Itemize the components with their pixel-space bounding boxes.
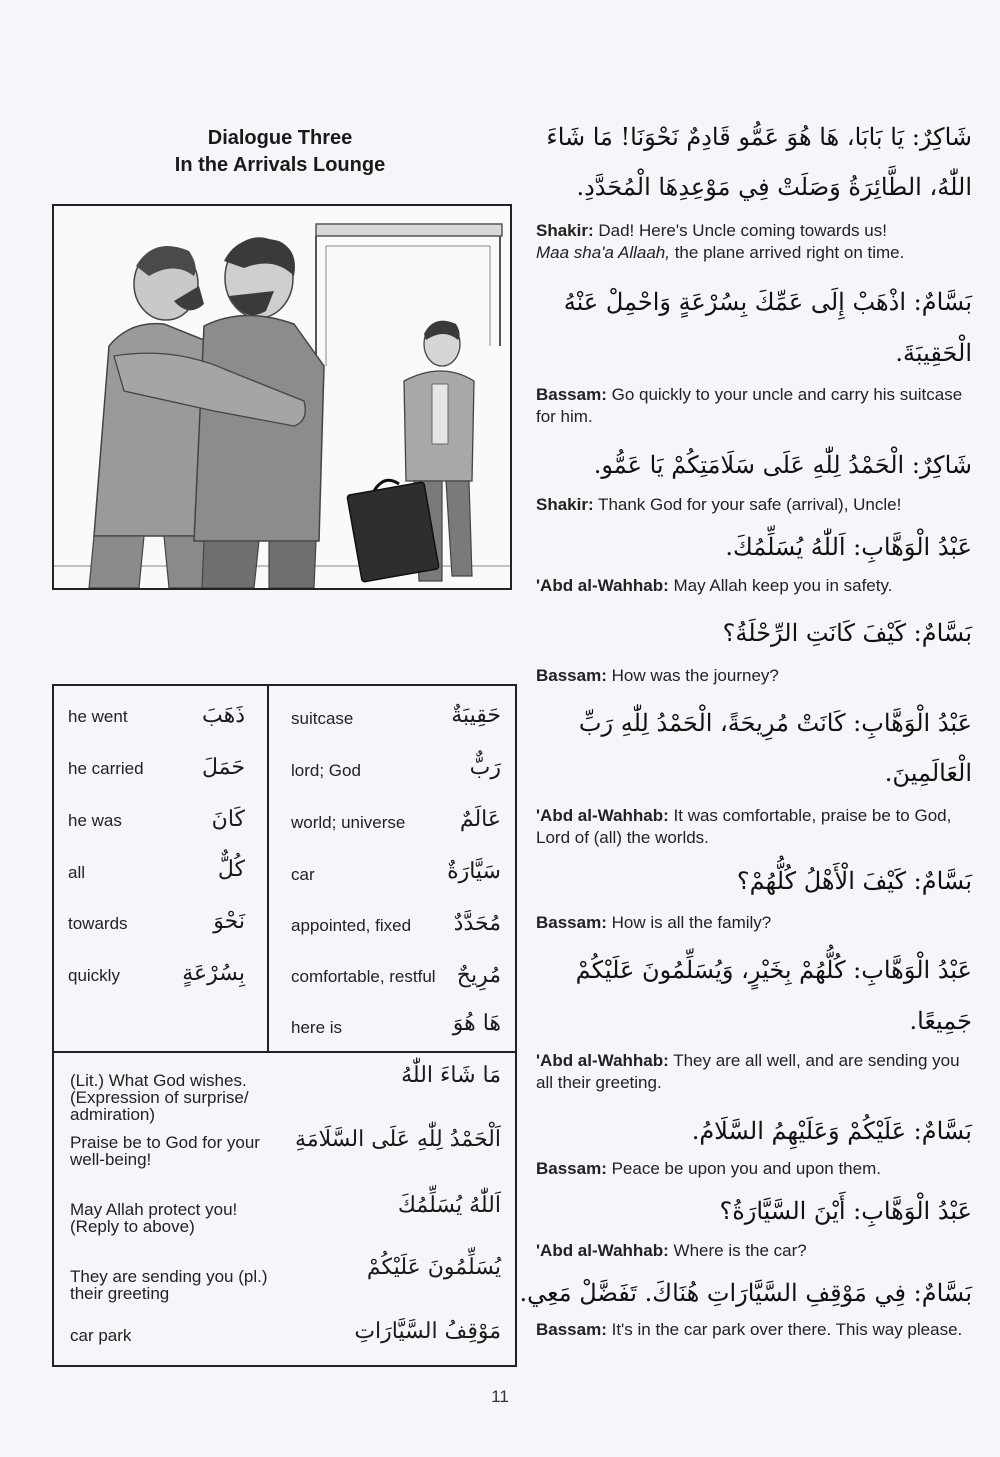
vocab-en: towards [68,914,128,933]
vocab-ar: كَانَ [211,807,245,832]
vocab-ar: بِسُرْعَةٍ [182,961,245,986]
vocab-ar: ذَهَبَ [201,703,245,728]
phrase-en: May Allah protect you! (Reply to above) [70,1200,238,1236]
dialogue-english [536,220,976,264]
dialogue-english-text: May Allah keep you in safety. [668,576,893,595]
speaker-name: 'Abd al-Wahhab: [536,576,669,595]
speaker-name: Shakir: [536,495,594,514]
vocab-en: appointed, fixed [291,916,412,935]
vocab-section-divider [54,1051,515,1053]
dialogue-arabic-line: بَسَّامٌ: اذْهَبْ إِلَى عَمِّكَ بِسُرْعَةٍ وَاحْمِلْ عَنْهُ [563,288,972,316]
dialogue-english-text: It was comfortable, praise be to God, Lord of (all) the worlds. [536,806,952,847]
dialogue-arabic-line: جَمِيعًا. [909,1007,972,1035]
phrase-en: car park [70,1326,132,1345]
title-line-1: Dialogue Three [207,127,353,149]
dialogue-english-text: How is all the family? [606,913,772,932]
vocab-en: he carried [68,759,144,778]
phrase-en: (Lit.) What God wishes. (Expression of surprise/ admiration) [70,1071,249,1124]
vocab-en: quickly [68,966,120,985]
dialogue-arabic-line: بَسَّامٌ: كَيْفَ كَانَتِ الرِّحْلَةُ؟ [722,619,972,647]
dialogue-english-text: They are all well, and are sending you all their greeting. [536,1051,960,1092]
phrase-en: Praise be to God for your well-being! [70,1133,260,1169]
vocab-ar: مُحَدَّدٌ [453,911,501,936]
dialogue-english [536,494,976,516]
dialogue-english-text: Peace be upon you and upon them. [606,1159,881,1178]
section-title [120,125,440,179]
phrase-ar: مَوْقِفُ السَّيَّارَاتِ [354,1319,501,1344]
dialogue-arabic-line: بَسَّامٌ: فِي مَوْقِفِ السَّيَّارَاتِ هُنَاكَ. تَفَضَّلْ مَعِي. [519,1279,972,1307]
dialogue-english [536,1050,976,1094]
speaker-name: Bassam: [536,1320,607,1339]
phrase-en: They are sending you (pl.) their greeting [70,1267,268,1303]
dialogue-english [536,1158,976,1180]
dialogue-arabic-line: بَسَّامٌ: عَلَيْكُمْ وَعَلَيْهِمُ السَّلَامُ. [691,1117,972,1145]
vocab-en: he went [68,707,128,726]
dialogue-english [536,665,976,687]
vocab-ar: مُرِيحٌ [456,963,501,988]
vocab-en: car [291,865,315,884]
speaker-name: Bassam: [536,913,607,932]
arrivals-illustration [52,204,512,590]
dialogue-english [536,1319,976,1341]
vocab-ar: رَبٌّ [469,755,501,780]
dialogue-english-italic: Maa sha'a Allaah, [536,243,670,262]
phrase-ar: يُسَلِّمُونَ عَلَيْكُمْ [366,1255,501,1280]
dialogue-english-text: the plane arrived right on time. [669,243,905,262]
vocab-en: all [68,863,86,882]
vocab-ar: عَالَمٌ [459,807,501,832]
dialogue-english-text: Where is the car? [668,1241,807,1260]
vocab-en: world; universe [291,813,406,832]
speaker-name: Bassam: [536,666,607,685]
dialogue-arabic-line: الْعَالَمِينَ. [884,759,972,787]
dialogue-english [536,805,976,849]
illustration-drawing [54,206,510,588]
dialogue-english-text: Dad! Here's Uncle coming towards us! [593,221,887,240]
phrase-ar: اَلْحَمْدُ لِلّٰهِ عَلَى السَّلَامَةِ [295,1127,501,1152]
vocab-en: comfortable, restful [291,967,436,986]
dialogue-english [536,384,976,428]
dialogue-english [536,1240,976,1262]
speaker-name: 'Abd al-Wahhab: [536,1051,669,1070]
dialogue-arabic-line: اللّٰهُ، الطَّائِرَةُ وَصَلَتْ فِي مَوْعِدِهَا الْمُحَدَّدِ. [576,173,972,201]
dialogue-english [536,575,976,597]
vocabulary-box [52,684,517,1367]
speaker-name: Bassam: [536,1159,607,1178]
dialogue-english [536,912,976,934]
vocab-column-divider [267,686,269,1051]
speaker-name: 'Abd al-Wahhab: [536,1241,669,1260]
dialogue-arabic-line: عَبْدُ الْوَهَّابِ: أَيْنَ السَّيَّارَةُ؟ [719,1197,972,1225]
vocab-ar: حَمَلَ [202,755,245,780]
dialogue-arabic-line: الْحَقِيبَةَ. [895,339,972,367]
vocab-ar: هَا هُوَ [452,1011,501,1036]
page-number: 11 [491,1387,509,1406]
title-line-2: In the Arrivals Lounge [174,154,386,176]
phrase-ar: اَللّٰهُ يُسَلِّمُكَ [397,1193,501,1218]
dialogue-english-text: Go quickly to your uncle and carry his suitcase for him. [536,385,963,426]
vocab-ar: حَقِيبَةٌ [451,703,501,728]
vocab-en: lord; God [291,761,361,780]
vocab-en: suitcase [291,709,354,728]
dialogue-arabic-line: عَبْدُ الْوَهَّابِ: اَللّٰهُ يُسَلِّمُكَ. [725,533,972,561]
speaker-name: Bassam: [536,385,607,404]
vocab-ar: سَيَّارَةٌ [447,859,501,884]
dialogue-arabic-line: شَاكِرٌ: الْحَمْدُ لِلّٰهِ عَلَى سَلَامَتِكُمْ يَا عَمُّو. [593,451,972,479]
dialogue-arabic-line: بَسَّامٌ: كَيْفَ الْأَهْلُ كُلُّهُمْ؟ [736,867,972,895]
dialogue-arabic-line: عَبْدُ الْوَهَّابِ: كَانَتْ مُرِيحَةً، الْحَمْدُ لِلّٰهِ رَبِّ [578,709,972,737]
vocab-en: here is [291,1018,343,1037]
dialogue-english-text: How was the journey? [606,666,779,685]
dialogue-arabic-line: عَبْدُ الْوَهَّابِ: كُلُّهُمْ بِخَيْرٍ، وَيُسَلِّمُونَ عَلَيْكُمْ [575,956,972,984]
dialogue-english-text: Thank God for your safe (arrival), Uncle! [593,495,902,514]
speaker-name: 'Abd al-Wahhab: [536,806,669,825]
vocab-ar: كُلٌّ [217,857,245,882]
speaker-name: Shakir: [536,221,594,240]
vocab-en: he was [68,811,122,830]
dialogue-english-text: It's in the car park over there. This way please. [606,1320,963,1339]
phrase-ar: مَا شَاءَ اللّٰهُ [401,1063,501,1088]
vocab-ar: نَحْوَ [213,909,245,934]
dialogue-arabic-line: شَاكِرٌ: يَا بَابَا، هَا هُوَ عَمُّو قَادِمٌ نَحْوَنَا! مَا شَاءَ [546,123,972,151]
